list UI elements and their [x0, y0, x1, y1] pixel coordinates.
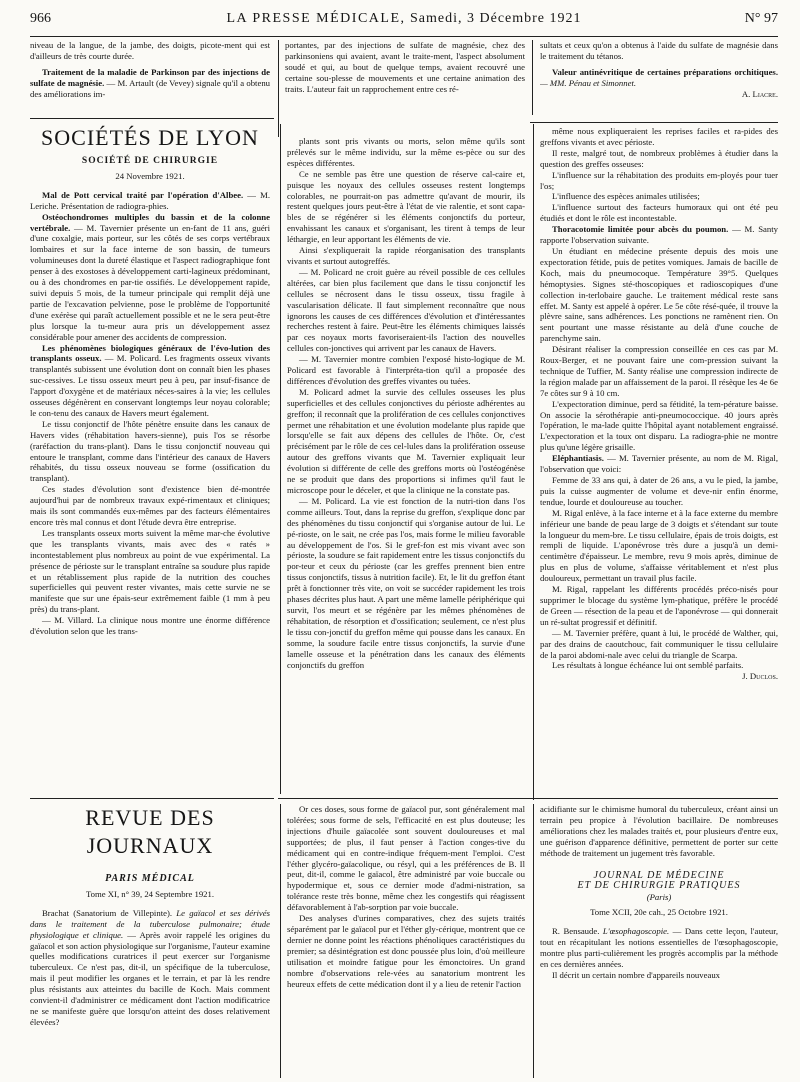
- paragraph-text: Femme de 33 ans qui, à dater de 26 ans, a vu le pied, la jambe, puis la cuisse augmenter de volume et deve-nir enfin énorme, tendue, lourde et douloureuse au toucher.: [540, 475, 778, 507]
- paragraph: — M. Tavernier montre combien l'exposé histo-logique de M. Policard est favorable à l'interpréta-tion qu'il a proposée des différences d'évolution des greffes vivantes ou tuées.: [287, 354, 525, 386]
- paragraph-text: — M. Tavernier préfère, quant à lui, le procédé de Walther, qui, par des drains de caoutchouc, fait communiquer le tissu cellulaire de la paroi abdomi-nale avec celui du triangle de Scarpa.: [540, 627, 778, 660]
- paragraph: niveau de la langue, de la jambe, des doigts, picote-ment qui est d'ailleurs de très courte durée.: [30, 40, 270, 61]
- paragraph: acidifiante sur le chimisme humoral du tuberculeux, créant ainsi un terrain peu propice à l'évolution bacillaire. De nombreuses améliorations chez les malades traités et, pour plusieurs d'entre eux, une guérison d'apparence définitive, permettent de porter sur cette méthode de traitement un jugement très favorable.: [540, 804, 778, 858]
- paragraph-text: — M. Leriche. Présentation de radiogra-phies.: [30, 189, 270, 211]
- column-divider: [280, 124, 281, 794]
- column-divider: [533, 804, 534, 1078]
- paragraph: Or ces doses, sous forme de gaïacol pur, sont généralement mal tolérées; sous forme de sels, l'efficacité en est plus douteuse; les injections d'huile gaïacolée sont souvent douloureuses et mal supportées; de plus, il faut penser à l'action conges-tive du médicament qui en contre-indique fréquem-ment l'emploi. C'est l'éther glycéro-gaïacolique, ou résyl, qui a les préférences de B. Il peut, dit-il, comme le gaïacol, être administré par voie buccale ou hypodermique et, sous ce dernier mode d'admi-nistration, sa tolérance reste très bonne, même chez les congestifs qui réagissent défavorablement à l'ab-sorption par voie buccale.: [287, 804, 525, 913]
- paragraph: [30, 419, 270, 484]
- section-rule: [530, 122, 778, 123]
- session-date: 24 Novembre 1921.: [115, 170, 185, 181]
- paragraph: [540, 660, 778, 671]
- paragraph: [540, 508, 778, 584]
- paragraph-text: — M. Artault (de Vevey) signale qu'il a obtenu des améliorations im-: [30, 77, 270, 99]
- column-divider: [532, 40, 533, 115]
- paragraph-text: R. Bensaude.: [552, 926, 603, 937]
- top-col-1: [30, 40, 270, 110]
- paragraph-text: Un étudiant en médecine présente depuis des mois une expectoration fétide, puis de petites vomiques. Jamais de bacille de Koch, mais du pneumocoque. Température 39°5. Quelques hémoptysies. Signes sté-thoscopiques et radioscopiques d'une collection in-terlobaire gauche. Le traitement médical reste sans effet. M. Santy est appelé à opérer. Le 5e côte résé-quée, il trouve la plèvre saine, sans adhérences. Les ponctions ne ramènent rien. On sent pourtant une masse résistante au delà d'une couche de parenchyme sain.: [540, 245, 778, 344]
- society-name: SOCIÉTÉ DE CHIRURGIE: [81, 156, 219, 166]
- paragraph: Ce ne semble pas être une question de réserve cal-caire et, puisque les noyaux des cellules osseuses restent longtemps colorables, ne pourrait-on pas admettre qu'avant de mourir, ils restent quelques jours peut-être à l'état de vie ralentie, et sont capa-bles de se régénérer si les éléments conjonctifs du porteur, envahissant les canaux et s'organisant, les tirent à temps de leur léthargie, en leur apportant les éléments de vie.: [287, 168, 525, 245]
- page-number: 966: [30, 11, 51, 26]
- top-col-3: [540, 40, 778, 112]
- paragraph: [30, 343, 270, 419]
- paragraph-text: L'influence sur la réhabitation des produits em-ployés pour tuer l'os;: [540, 169, 778, 191]
- section-heading: Valeur antinévritique de certaines préparations orchitiques.: [552, 66, 778, 77]
- journal-city: (Paris): [646, 892, 672, 903]
- paragraph-text: — M. Santy rapporte l'observation suivante.: [540, 224, 778, 246]
- paragraph: [540, 399, 778, 454]
- revue-col-3: [540, 804, 778, 1078]
- article-title: Le gaïacol et ses dérivés dans le traitement de la tuberculose pulmonaire; étude physiologique et clinique.: [30, 907, 270, 940]
- paragraph: [540, 344, 778, 399]
- paragraph: [30, 484, 270, 528]
- paragraph-text: L'expectoration diminue, perd sa fétidité, la tem-pérature baisse. On associe la sérothérapie anti-pneumococcique. 40 jours après l'opération, le ma-lade quitte l'hôpital ayant notablement engraissé. L'expectoration et la toux ont disparu. La radiogra-phie ne montre plus qu'une légère grisaille.: [540, 398, 778, 453]
- paragraph: [540, 584, 778, 628]
- paragraph: [540, 191, 778, 202]
- paragraph: portantes, par des injections de sulfate de magnésie, chez des parkinsoniens qui avaient, avant le traite-ment, l'aspect absolument soudé et qui, au bout de quelque temps, avaient recouvré une certaine sou-plesse de mouvements et une certaine animation des traits. L'auteur fait un rapprochement entre ces ré-: [285, 40, 525, 94]
- author-signature: J. Duclos.: [742, 671, 778, 682]
- issue-reference: Tome XCII, 20e cah., 25 Octobre 1921.: [590, 907, 728, 918]
- journal-name: LA PRESSE MÉDICALE,: [226, 11, 406, 26]
- journal-title: PARIS MÉDICAL: [105, 873, 195, 884]
- paragraph-text: Brachat (Sanatorium de Villepinte).: [42, 907, 177, 918]
- author-signature: A. Liacre.: [741, 88, 778, 99]
- paragraph-text: Désirant réaliser la compression conseillée en ces cas par M. Roux-Berger, et ne pouvant faire une com-pression suivant la technique de Tuffier, M. Santy réalise une compression indirecte de la région malade par un affaissement de la paroi. Il résèque les 4e 6e 7e côtes sur 9 à 10 cm.: [540, 344, 778, 398]
- paragraph: [540, 148, 778, 170]
- article-title: L'œsophagoscopie.: [602, 926, 670, 937]
- paragraph-text: L'influence surtout des facteurs humoraux qui ont été peu étudiés et dont le rôle est incontestable.: [540, 202, 778, 224]
- paragraph-text: Les transplants osseux morts suivent la même mar-che évolutive que les transplants vivants, mais avec des « ratés » incontestablement plus nombreux au point de vue expérimental. La présence de périoste sur le transplant entraîne sa soudure plus rapide et un rétablissement plus rapide de la nutrition des couches superficielles qui peuvent rester vivantes, mais cette survie ne se manifeste que sur une épais-seur extrêmement faible (1 mm à peu près) du trans-plant.: [30, 527, 270, 615]
- paragraph-text: Le tissu conjonctif de l'hôte pénètre ensuite dans les canaux de Havers vides (réhabitation havers-sienne), puis l'os se résorbe (raréfaction du trans-plant). Dans le tissu conjonctif nouveau qui entoure le transplant, comme dans l'intérieur des canaux de Havers réhabités, du tissu osseux nouveau se forme (ossification du transplant).: [30, 418, 270, 484]
- paragraph: plants sont pris vivants ou morts, selon même qu'ils sont prélevés sur le même individu, sur la même es-pèce ou sur des espèces différentes.: [287, 136, 525, 168]
- section-rule: [278, 798, 778, 799]
- paragraph: [30, 190, 270, 212]
- revue-col-1: [30, 804, 270, 1078]
- paragraph: Ainsi s'expliquerait la rapide réorganisation des transplants vivants et surtout autogreffés.: [287, 245, 525, 266]
- paragraph: [540, 126, 778, 148]
- issue-date: Samedi, 3 Décembre 1921: [410, 11, 582, 26]
- column-divider: [278, 40, 279, 137]
- section-heading: Ostéochondromes multiples du bassin et de la colonne vertébrale.: [30, 211, 270, 233]
- paragraph: [540, 170, 778, 192]
- section-heading: Thoracotomie limitée pour abcès du poumon.: [552, 224, 729, 235]
- paragraph-text: M. Rigal, rappelant les différents procédés préco-nisés pour supprimer le blocage du système lym-phatique, préfère le procédé de Green — résection de la peau et de l'aponévrose — qui donnerait un ré-sultat progressif et définitif.: [540, 584, 778, 627]
- top-col-2: [285, 40, 525, 134]
- paragraph: [540, 628, 778, 661]
- paragraph-text: — M. Villard. La clinique nous montre une énorme différence d'évolution selon que les trans-: [30, 615, 270, 637]
- section-rule: [30, 798, 274, 799]
- paragraph-text: Il reste, malgré tout, de nombreux problèmes à étudier dans la question des greffes osseuses:: [540, 147, 778, 169]
- section-title: SOCIÉTÉS DE LYON: [41, 125, 259, 150]
- paragraph: [540, 67, 778, 89]
- section-heading: Mal de Pott cervical traité par l'opération d'Albee.: [42, 189, 244, 200]
- revue-col-2: [287, 804, 525, 1078]
- section-heading: Les phénomènes biologiques généraux de l'évo-lution des transplants osseux.: [30, 342, 270, 364]
- page-header: [30, 11, 778, 32]
- paragraph: — M. Policard ne croit guère au réveil possible de ces cellules altérées, car bien plus facilement que dans le tissu conjonctif les cellules se nécrosent dans le tissu osseux, tissu fragile à vascularisation délicate. Il faut simplement reconnaître que nous ignorons les causes de ces différences d'évolution et d'intéressantes recherches restent à faire. Peut-être les éléments chimiques laissés par ces noyaux morts favoriseraient-ils l'action des nouvelles cellules con-jonctives qui arrivent par les canaux de Havers.: [287, 266, 525, 354]
- journal-title-line: ET DE CHIRURGIE PRATIQUES: [577, 880, 741, 892]
- revue-col-2-text: [287, 804, 525, 989]
- paragraph-text: — M. Tavernier présente un en-fant de 11 ans, guéri d'une coxalgie, mais porteur, sur les côtés de ses corps vertébraux lombaires et sur la face interne de son bassin, de tumeurs volumineuses dont la dureté élastique et l'aspect radiographique font penser à des exostoses à développement carti-lagineux prédominant, ou à des chondromes en par-tie ossifiés. Le développement rapide, suivi depuis 5 mois, de la tumeur principale qui remplit déjà une partie de l'excavation pelvienne, pose le problème de l'opportunité d'une exérèse qui paraît actuellement possible et ne le sera peut-être plus lorsque la tu-meur aura pris un développement assez considérable pour amener des accidents de compression.: [30, 222, 270, 342]
- paragraph: [540, 246, 778, 344]
- paragraph: [540, 453, 778, 475]
- paragraph: [30, 615, 270, 637]
- paragraph: Des analyses d'urines comparatives, chez des sujets traités séparément par le gaïacol pur et l'éther gly-cérique, montrent que ce dernier ne donne point les réactions phénoliques caractéristiques du premier; sa désintégration est donc poussée plus loin, d'où meilleure utilisation et moindre fatigue pour les émonctoires. Un grand nombre d'observations rele-vées au sanatorium montrent les heureux effets de cette médication dont il y a lieu de retenir l'action: [287, 913, 525, 989]
- paragraph-text: L'influence des espèces animales utilisées;: [552, 191, 700, 202]
- header-rule: [30, 36, 778, 37]
- journal-title: JOURNAL DE MÉDECINE: [593, 869, 725, 881]
- paragraph: [30, 67, 270, 100]
- paragraph: sultats et ceux qu'on a obtenus à l'aide du sulfate de magnésie dans le traitement du tétanos.: [540, 40, 778, 61]
- paragraph: [30, 212, 270, 343]
- paragraph: Il décrit un certain nombre d'appareils nouveaux: [552, 969, 721, 980]
- paragraph: [540, 224, 778, 246]
- section-heading: Eléphantiasis.: [552, 453, 604, 464]
- lyon-col-3: [540, 126, 778, 800]
- paragraph-text: — Après avoir rappelé les origines du gaïacol et son action physiologique sur l'organisme, l'auteur examine quelles modifications curatrices il peut exercer sur l'organisme tuberculeux. Ce n'est pas, dit-il, un spécifique de la tuberculose, mais il peut modifier les organes et le terrain, et par là les rendre plus résistants aux atteintes du bacille de Koch. Mais comment convient-il d'administrer ce médicament dont l'action modificatrice ne se manifeste guère que lorsqu'on atteint des doses relativement élevées?: [30, 929, 270, 1027]
- paragraph-text: Ces stades d'évolution sont d'existence bien dé-montrée aujourd'hui par de nombreux travaux expé-rimentaux et cliniques; mais ils sont commandés eux-mêmes par des facteurs élémentaires encore très mal connus et dont l'étude devra être entreprise.: [30, 484, 270, 527]
- paragraph-text: — Dans cette leçon, l'auteur, tout en récapitulant les notions essentielles de l'œsophagoscopie, montre plus parti-culièrement les progrès accomplis par la méthode en ces dernières années.: [540, 926, 778, 969]
- lyon-col-3-text: [540, 126, 778, 671]
- paragraph: — M. Policard. La vie est fonction de la nutri-tion dans l'os comme ailleurs. Tout, dans la reprise du greffon, s'explique donc par des phénomènes du tissu conjonctif qui s'organise autour de lui. Le pé-rioste, on le sait, ne crée pas l'os, mais forme le milieu favorable au développement de l'os. Si le gref-fon est mis vivant avec son périoste, la soudure se fait rapidement entre les tissus conjonctifs du por-teur et ceux du périoste (car les greffes prennent bien entre tissus conjonctifs, tissus à nutrition facile). Et, le lit du greffon étant prêt à fonctionner très vite, on voit se succéder rapidement les trois phases décrites plus haut. A part une même lamelle périphérique qui survit, l'os meurt et se régénère par les mêmes phénomènes de réhabitation, de résorption et d'ossification; seulement, ce n'est plus le tissu con-jonctif du greffon même qui pousse dans les canaux. En somme, la soudure facile entre tissus conjonctifs, la survie d'une lamelle osseuse et la pénétration dans les canaux des éléments conjonctifs du greffon: [287, 495, 525, 670]
- lyon-col-1-text: [30, 190, 270, 637]
- section-title: REVUE DES JOURNAUX: [85, 805, 215, 858]
- section-rule: [30, 118, 274, 119]
- paragraph-text: Les résultats à longue échéance lui ont semblé parfaits.: [552, 660, 744, 671]
- paragraph: [540, 926, 778, 970]
- lyon-col-2-text: [287, 136, 525, 670]
- paragraph-text: — MM. Pénau et Simonnet.: [540, 77, 637, 88]
- lyon-col-2: [287, 136, 525, 794]
- column-divider: [280, 804, 281, 1078]
- paragraph: [540, 202, 778, 224]
- paragraph: M. Policard admet la survie des cellules osseuses les plus superficielles et des cellules conjonctives du périoste adhérentes au greffon; il reconnaît que la prolifération de ces cellules conjonctives permet une réhabitation et une évolution modelante plus rapide que lorsqu'elle se fait aux dépens des cellules de l'hôte. Or, c'est précisément par le rôle de ces cel-lules dans la prolifération osseuse autour des greffons vivants que M. Tavernier expliquait leur évolution si différente de celle des greffons morts où l'ostéogénèse ne se produit que dans des proportions si infimes qu'il faut le microscope pour le déceler, et que la clinique ne la constate pas.: [287, 386, 525, 495]
- issue-reference: Tome XI, n° 39, 24 Septembre 1921.: [85, 888, 215, 899]
- paragraph-text: — M. Policard. Les fragments osseux vivants transplantés subissent une évolution dont on connaît bien les phases suc-cessives. Le tissu osseux meurt peu à peu, par insuf-fisance de l'apport d'oxygène et de matériaux néces-saires à la vie; les cellules osseuses dégénèrent en conservant longtemps leur noyau colorable; le con-tenu des canaux de Havers meurt également.: [30, 353, 270, 418]
- paragraph: [30, 528, 270, 615]
- paragraph-text: M. Rigal enlève, à la face interne et à la face externe du membre inférieur une bande de peau large de 3 doigts et s'étendant sur toute la longueur du mem-bre. Le tissu cellulaire, épais de trois doigts, est rempli de liquide. L'aponévrose très dure a jusqu'à un demi-centimètre d'épaisseur. Le membre, revu 9 mois après, diminue de plus en plus de volume, s'affaisse véritablement et n'est plus douloureux, permettant un travail plus facile.: [540, 507, 778, 584]
- journal-masthead: [30, 11, 778, 26]
- section-heading: Traitement de la maladie de Parkinson par des injections de sulfate de magnésie.: [30, 66, 270, 88]
- issue-number: N° 97: [744, 11, 778, 26]
- paragraph-text: même nous expliqueraient les reprises faciles et ra-pides des greffons vivants et avec périoste.: [540, 126, 778, 147]
- paragraph-text: — M. Tavernier présente, au nom de M. Rigal, l'observation que voici:: [540, 453, 778, 475]
- paragraph: [540, 475, 778, 508]
- column-divider: [533, 124, 534, 800]
- paragraph: [30, 908, 270, 1028]
- lyon-col-1: [30, 124, 270, 789]
